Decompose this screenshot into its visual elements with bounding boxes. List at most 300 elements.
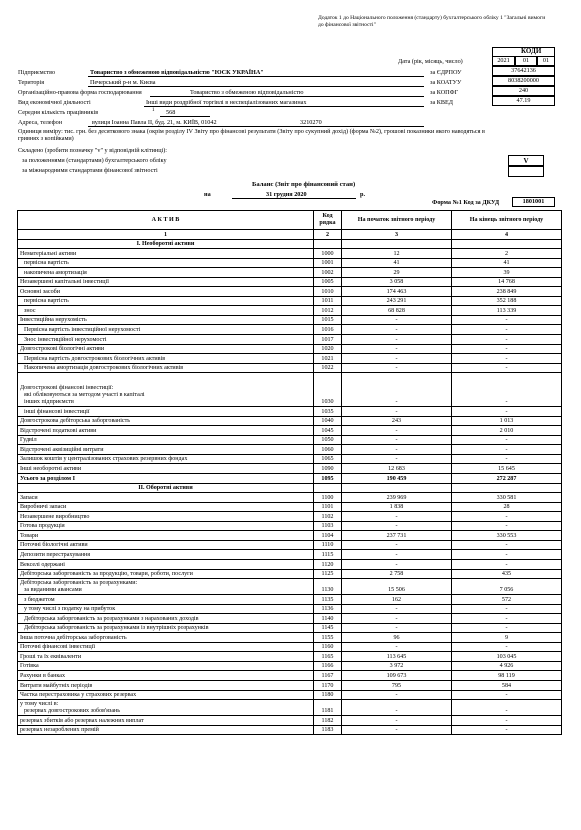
territory-underline (88, 86, 424, 87)
row-start-value: 243 291 (342, 296, 452, 306)
kopfg-value: 240 (518, 87, 529, 94)
activity-value: Інші види роздрібної торгівлі в неспеціалізованих магазинах (146, 99, 307, 106)
row-label: Відстрочені податкові активи (18, 426, 314, 436)
edrpou-label: за ЄДРПОУ (430, 69, 462, 76)
row-label-line: за виданими авансами (24, 587, 82, 594)
row-code: 1095 (314, 474, 342, 484)
row-code: 1102 (314, 512, 342, 522)
table-row (18, 716, 562, 726)
row-start-value: - (342, 335, 452, 345)
row-start-value: 243 (342, 416, 452, 426)
row-label: резервах збитків або резервах належних виплат (18, 716, 314, 726)
row-end-value: - (452, 725, 562, 735)
table-row (18, 354, 562, 364)
row-end-value: 39 (452, 268, 562, 278)
section-2-title: II. Оборотні активи (18, 483, 314, 493)
row-start-value: - (342, 623, 452, 633)
row-code: 1040 (314, 416, 342, 426)
row-code: 1045 (314, 426, 342, 436)
row-end-value: 1 013 (452, 416, 562, 426)
row-start-value: 29 (342, 268, 452, 278)
row-code: 1005 (314, 277, 342, 287)
row-end-value: 14 768 (452, 277, 562, 287)
row-end-value: - (452, 354, 562, 364)
row-code: 1115 (314, 550, 342, 560)
form-label: Форма №1 Код за ДКУД (432, 199, 500, 206)
row-label-line: інших підприємств (24, 399, 74, 406)
legal-form-label: Організаційно-правова форма господарювання (18, 89, 142, 96)
row-start-value: 68 828 (342, 306, 452, 316)
row-start-value: - (342, 315, 452, 325)
row-code: 1130 (314, 579, 342, 595)
row-label: Гроші та їх еквіваленти (18, 652, 314, 662)
row-start-value: - (342, 700, 452, 716)
row-code: 1155 (314, 633, 342, 643)
row-end-value: 41 (452, 258, 562, 268)
row-start-value: - (342, 454, 452, 464)
row-code: 1110 (314, 540, 342, 550)
territory-label: Територія (18, 79, 45, 86)
address-value: вулиця Іоанна Павла II, буд. 21, м. КИЇВ, 01042 (92, 119, 217, 126)
row-code: 1017 (314, 335, 342, 345)
table-row (18, 493, 562, 503)
balance-year-suffix: р. (360, 191, 365, 198)
balance-table (17, 210, 562, 735)
codes-title: КОДИ (521, 47, 542, 55)
row-label: Основні засоби (18, 287, 314, 297)
row-code: 1090 (314, 464, 342, 474)
row-start-value: - (342, 540, 452, 550)
kved-value: 47.19 (516, 97, 531, 104)
row-end-value: - (452, 363, 562, 373)
row-end-value: 435 (452, 569, 562, 579)
row-label: Рахунки в банках (18, 671, 314, 681)
section-2-header (18, 483, 562, 493)
balance-title: Баланс (Звіт про фінансовий стан) (252, 181, 356, 188)
row-code: 1145 (314, 623, 342, 633)
row-label: Інша поточна дебіторська заборгованість (18, 633, 314, 643)
table-row (18, 474, 562, 484)
row-code: 1140 (314, 614, 342, 624)
row-label: Дебіторська заборгованість за розрахунками з нарахованих доходів (18, 614, 314, 624)
row-start-value: 162 (342, 595, 452, 605)
table-row (18, 315, 562, 325)
row-code: 1030 (314, 373, 342, 407)
table-row (18, 633, 562, 643)
balance-date-underline (232, 198, 356, 199)
row-code: 1120 (314, 559, 342, 569)
row-label-line: у тому числі в: (20, 701, 59, 708)
table-row (18, 661, 562, 671)
row-start-value: - (342, 445, 452, 455)
row-label: Незавершені капітальні інвестиції (18, 277, 314, 287)
row-label: Нематеріальні активи (18, 249, 314, 259)
staff-footnote-mark: 1 (152, 108, 155, 113)
table-row (18, 540, 562, 550)
row-code: 1015 (314, 315, 342, 325)
row-label: Незавершене виробництво (18, 512, 314, 522)
address-underline (88, 126, 424, 127)
row-code: 1010 (314, 287, 342, 297)
table-row (18, 595, 562, 605)
row-end-value: - (452, 690, 562, 700)
row-end-value: - (452, 344, 562, 354)
column-number-row (18, 230, 562, 240)
row-label: Відстрочені аквізиційні витрати (18, 445, 314, 455)
table-row (18, 296, 562, 306)
row-code: 1125 (314, 569, 342, 579)
row-code: 1182 (314, 716, 342, 726)
row-end-value: 7 056 (452, 579, 562, 595)
row-label (18, 579, 314, 595)
row-end-value: 272 287 (452, 474, 562, 484)
row-end-value: 113 339 (452, 306, 562, 316)
table-row (18, 550, 562, 560)
table-row (18, 569, 562, 579)
row-code: 1135 (314, 595, 342, 605)
row-end-value: - (452, 325, 562, 335)
row-end-value: - (452, 623, 562, 633)
row-end-value: 15 645 (452, 464, 562, 474)
row-start-value: 795 (342, 680, 452, 690)
row-label: з бюджетом (18, 595, 314, 605)
section-1-title: I. Необоротні активи (18, 239, 314, 249)
territory-value: Печерський р-н м. Києва (90, 79, 156, 86)
table-row (18, 306, 562, 316)
table-header-row (18, 211, 562, 230)
row-start-value: - (342, 690, 452, 700)
table-row (18, 435, 562, 445)
codes-header-box (492, 47, 555, 57)
row-label-line: резервах довгострокових зобов'язань (24, 708, 121, 715)
row-end-value: 584 (452, 680, 562, 690)
row-end-value: - (452, 559, 562, 569)
table-row (18, 335, 562, 345)
row-code: 1065 (314, 454, 342, 464)
row-end-value: - (452, 335, 562, 345)
org-label: Підприємство (18, 69, 56, 76)
row-code: 1165 (314, 652, 342, 662)
koatuu-label: за КОАТУУ (430, 79, 462, 86)
row-start-value: - (342, 642, 452, 652)
row-start-value: 12 (342, 249, 452, 259)
table-row (18, 268, 562, 278)
row-label: Знос інвестиційної нерухомості (18, 335, 314, 345)
table-row (18, 416, 562, 426)
table-row (18, 700, 562, 716)
row-end-value: 103 045 (452, 652, 562, 662)
phone-value: 3210270 (300, 119, 322, 126)
row-label: інші фінансові інвестиції (18, 407, 314, 417)
row-label: Частка перестраховика у страхових резервах (18, 690, 314, 700)
row-start-value: - (342, 407, 452, 417)
row-end-value: 352 188 (452, 296, 562, 306)
row-label: Довгострокова дебіторська заборгованість (18, 416, 314, 426)
table-row (18, 464, 562, 474)
row-code: 1012 (314, 306, 342, 316)
table-row (18, 502, 562, 512)
row-end-value: - (452, 540, 562, 550)
row-code: 1100 (314, 493, 342, 503)
form-code: 1801001 (522, 198, 545, 205)
table-row (18, 680, 562, 690)
row-end-value: 330 553 (452, 531, 562, 541)
row-code: 1001 (314, 258, 342, 268)
row-code: 1166 (314, 661, 342, 671)
row-label: резервах незароблених премій (18, 725, 314, 735)
row-label: у тому числі з податку на прибуток (18, 604, 314, 614)
row-start-value: - (342, 354, 452, 364)
row-end-value: - (452, 512, 562, 522)
table-row (18, 725, 562, 735)
row-label: Інвестиційна нерухомість (18, 315, 314, 325)
table-row (18, 445, 562, 455)
table-row (18, 652, 562, 662)
row-code: 1050 (314, 435, 342, 445)
row-code: 1022 (314, 363, 342, 373)
row-label: Виробничі запаси (18, 502, 314, 512)
table-row (18, 531, 562, 541)
table-row (18, 614, 562, 624)
row-start-value: 12 683 (342, 464, 452, 474)
row-label: первісна вартість (18, 296, 314, 306)
row-code: 1011 (314, 296, 342, 306)
row-start-value: - (342, 373, 452, 407)
table-row (18, 642, 562, 652)
row-start-value: 174 463 (342, 287, 452, 297)
row-code: 1180 (314, 690, 342, 700)
row-start-value: - (342, 512, 452, 522)
col-number-2: 2 (314, 230, 342, 240)
row-start-value: 96 (342, 633, 452, 643)
table-row (18, 690, 562, 700)
row-label: Векселі одержані (18, 559, 314, 569)
row-start-value: - (342, 426, 452, 436)
row-code: 1021 (314, 354, 342, 364)
table-row (18, 623, 562, 633)
row-code: 1000 (314, 249, 342, 259)
row-label: первісна вартість (18, 258, 314, 268)
table-row (18, 426, 562, 436)
legal-form-value: Товариство з обмеженою відповідальністю (190, 89, 304, 96)
row-code: 1101 (314, 502, 342, 512)
col-number-1: 1 (18, 230, 314, 240)
row-label: Дебіторська заборгованість за розрахунками із внутрішніх розрахунків (18, 623, 314, 633)
row-end-value: 4 926 (452, 661, 562, 671)
row-end-value: - (452, 614, 562, 624)
row-label: Поточні фінансові інвестиції (18, 642, 314, 652)
row-start-value: 113 645 (342, 652, 452, 662)
row-code: 1060 (314, 445, 342, 455)
row-code: 1181 (314, 700, 342, 716)
kved-label: за КВЕД (430, 99, 453, 106)
row-label: Готівка (18, 661, 314, 671)
row-start-value: - (342, 716, 452, 726)
table-row (18, 287, 562, 297)
row-end-value: 238 849 (452, 287, 562, 297)
table-row (18, 363, 562, 373)
regulation-note: Додаток 1 до Національного положення (стандарту) бухгалтерського обліку 1 "Загальні вимоги до фінансової звітності" (318, 15, 546, 28)
row-end-value: - (452, 700, 562, 716)
staff-value: 568 (166, 109, 176, 116)
row-start-value: 109 673 (342, 671, 452, 681)
row-end-value: 330 581 (452, 493, 562, 503)
row-start-value: - (342, 363, 452, 373)
table-row (18, 512, 562, 522)
row-end-value: - (452, 454, 562, 464)
staff-underline (160, 116, 210, 117)
row-code: 1136 (314, 604, 342, 614)
table-row (18, 454, 562, 464)
row-end-value: 2 (452, 249, 562, 259)
koatuu-value: 8038200000 (508, 77, 539, 84)
row-label: Готова продукція (18, 521, 314, 531)
units-note: Одиниця виміру: тис. грн. без десяткового знака (окрім розділу IV Звіту про фінансові результати (Звіту про сукупний дохід) (форма №2), грошові показники якого наводяться в гривнях з копійками) (18, 128, 485, 142)
row-start-value: - (342, 521, 452, 531)
table-row (18, 604, 562, 614)
row-start-value: 3 972 (342, 661, 452, 671)
row-end-value: 9 (452, 633, 562, 643)
row-start-value: 15 506 (342, 579, 452, 595)
row-label-line: які обліковуються за методом участі в капіталі (24, 392, 145, 399)
row-label: Первісна вартість довгострокових біологічних активів (18, 354, 314, 364)
row-label: Витрати майбутніх періодів (18, 680, 314, 690)
std-national-checkbox[interactable]: V (508, 155, 544, 166)
row-start-value: - (342, 614, 452, 624)
col-number-3: 3 (342, 230, 452, 240)
row-code: 1170 (314, 680, 342, 690)
row-label: Первісна вартість інвестиційної нерухомості (18, 325, 314, 335)
row-end-value: - (452, 521, 562, 531)
table-row (18, 671, 562, 681)
row-code: 1035 (314, 407, 342, 417)
activity-label: Вид економічної діяльності (18, 99, 91, 106)
row-label: Усього за розділом I (18, 474, 314, 484)
row-end-value: - (452, 604, 562, 614)
table-row (18, 277, 562, 287)
row-start-value: - (342, 725, 452, 735)
row-end-value: 28 (452, 502, 562, 512)
row-start-value: - (342, 604, 452, 614)
row-code: 1104 (314, 531, 342, 541)
row-end-value: 2 010 (452, 426, 562, 436)
date-year: 2021 (497, 57, 510, 64)
row-code: 1167 (314, 671, 342, 681)
std-international-checkbox[interactable] (508, 166, 544, 177)
row-label: Інші необоротні активи (18, 464, 314, 474)
row-label: Дебіторська заборгованість за продукцію, товари, роботи, послуги (18, 569, 314, 579)
row-start-value: - (342, 559, 452, 569)
row-label: Депозити перестрахування (18, 550, 314, 560)
row-start-value: 1 838 (342, 502, 452, 512)
row-label: накопичена амортизація (18, 268, 314, 278)
staff-label: Середня кількість працівників (18, 109, 99, 116)
row-end-value: - (452, 642, 562, 652)
edrpou-value: 37642136 (511, 67, 536, 74)
kopfg-label: за КОПФГ (430, 89, 459, 96)
address-label: Адреса, телефон (18, 119, 63, 126)
table-row (18, 407, 562, 417)
col-start-header: На початок звітного періоду (342, 211, 452, 230)
row-start-value: 3 058 (342, 277, 452, 287)
legal-form-underline (150, 96, 424, 97)
row-code: 1103 (314, 521, 342, 531)
table-row (18, 579, 562, 595)
org-name: Товариство з обмеженою відповідальністю "ЮСК УКРАЇНА" (90, 69, 264, 76)
row-end-value: 98 119 (452, 671, 562, 681)
row-start-value: 41 (342, 258, 452, 268)
row-label: Поточні біологічні активи (18, 540, 314, 550)
row-label-line: Дебіторська заборгованість за розрахунками: (20, 580, 138, 587)
std-international-label: за міжнародними стандартами фінансової звітності (22, 167, 158, 174)
row-code: 1016 (314, 325, 342, 335)
row-end-value: - (452, 716, 562, 726)
row-end-value: 572 (452, 595, 562, 605)
row-label: Накопичена амортизація довгострокових біологічних активів (18, 363, 314, 373)
col-number-4: 4 (452, 230, 562, 240)
row-start-value: 237 731 (342, 531, 452, 541)
prepared-label: Складено (зробити позначку "v" у відповідній клітинці): (18, 147, 168, 154)
row-end-value: - (452, 550, 562, 560)
row-label-line: Довгострокові фінансові інвестиції: (20, 385, 114, 392)
row-start-value: - (342, 550, 452, 560)
table-row (18, 373, 562, 407)
row-label: Гудвіл (18, 435, 314, 445)
table-row (18, 325, 562, 335)
row-code: 1160 (314, 642, 342, 652)
row-start-value: - (342, 325, 452, 335)
row-end-value: - (452, 435, 562, 445)
row-code: 1002 (314, 268, 342, 278)
row-code: 1020 (314, 344, 342, 354)
col-assets-header: А К Т И В (18, 211, 314, 230)
row-start-value: 2 758 (342, 569, 452, 579)
balance-date: 31 грудня 2020 (266, 191, 307, 198)
date-day: 01 (542, 57, 550, 64)
row-label (18, 373, 314, 407)
row-label: Запаси (18, 493, 314, 503)
row-end-value: - (452, 373, 562, 407)
date-label: Дата (рік, місяць, число) (398, 58, 463, 65)
row-start-value: 190 459 (342, 474, 452, 484)
row-start-value: - (342, 344, 452, 354)
col-end-header: На кінець звітного періоду (452, 211, 562, 230)
activity-underline (144, 106, 424, 107)
row-label (18, 700, 314, 716)
table-row (18, 258, 562, 268)
row-start-value: - (342, 435, 452, 445)
row-end-value: - (452, 445, 562, 455)
balance-on: на (204, 191, 211, 198)
org-underline (88, 76, 424, 77)
section-1-header (18, 239, 562, 249)
table-row (18, 249, 562, 259)
table-row (18, 559, 562, 569)
table-row (18, 344, 562, 354)
table-row (18, 521, 562, 531)
row-end-value: - (452, 315, 562, 325)
row-label: Довгострокові біологічні активи (18, 344, 314, 354)
row-label: знос (18, 306, 314, 316)
std-national-label: за положеннями (стандартами) бухгалтерського обліку (22, 157, 167, 164)
row-end-value: - (452, 407, 562, 417)
date-month: 01 (522, 57, 530, 64)
row-label: Залишок коштів у централізованих страхових резервних фондах (18, 454, 314, 464)
row-label: Товари (18, 531, 314, 541)
row-code: 1183 (314, 725, 342, 735)
col-code-header: Код рядка (314, 211, 342, 230)
row-start-value: 239 969 (342, 493, 452, 503)
